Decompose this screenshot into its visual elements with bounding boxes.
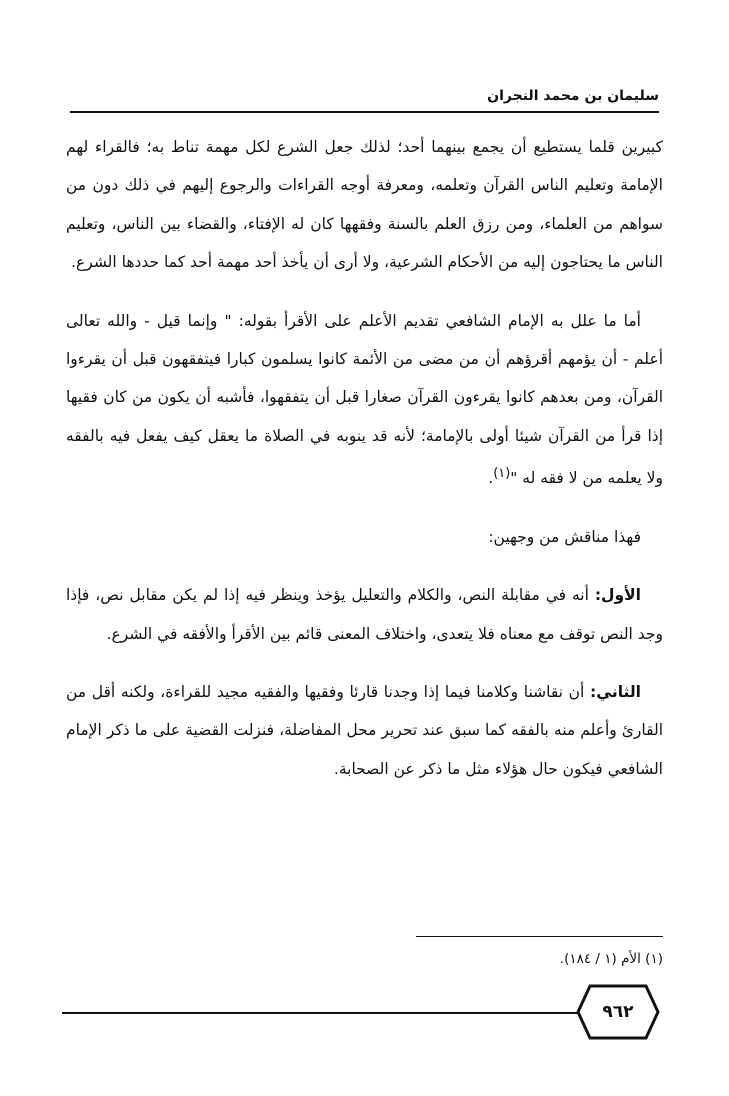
- paragraph-1: [66, 128, 663, 282]
- paragraph-1-text: كبيرين قلما يستطيع أن يجمع بينهما أحد؛ لذلك جعل الشرع لكل مهمة تناط به؛ فالقراء لهم الإمامة وتعليم الناس القرآن وتعلمه، ومعرفة أوجه القراءات والرجوع إليهم في ذلك دون من سواهم من العلماء، ومن رزق العلم بالسنة وفقهها كان له الإفتاء، والقضاء بين الناس، وتعليم الناس ما يحتاجون إليه من الأحكام الشرعية، ولا أرى أن يأخذ أحد مهمة أحد كما حددها الشرع.: [66, 138, 663, 272]
- footnote: (١) الأم (١ / ١٨٤).: [559, 951, 663, 967]
- paragraph-3: [66, 518, 663, 556]
- paragraph-3-text: فهذا مناقش من وجهين:: [488, 527, 641, 546]
- paragraph-4: [66, 576, 663, 653]
- page-number: ٩٦٢: [602, 1002, 634, 1022]
- footer-rule: [62, 1012, 590, 1014]
- main-text: [66, 128, 663, 788]
- paragraph-5: [66, 673, 663, 788]
- paragraph-5-text: أن نقاشنا وكلامنا فيما إذا وجدنا قارئا وفقيها والفقيه مجيد للقراءة، ولكنه أقل من القارئ وأعلم منه بالفقه كما سبق عند تحرير محل المفاضلة، فنزلت القضية على ما ذكر الإمام الشافعي فيكون حال هؤلاء مثل ما ذكر عن الصحابة.: [66, 683, 663, 778]
- paragraph-2: [66, 302, 663, 498]
- point-two-label: الثاني:: [590, 683, 641, 702]
- running-header: [70, 84, 659, 112]
- footnote-rule: [416, 936, 663, 937]
- paragraph-2-text: أما ما علل به الإمام الشافعي تقديم الأعلم على الأقرأ بقوله: " وإنما قيل - والله تعالى أعلم - أن يؤمهم أقرؤهم أن من مضى من الأئمة كانوا يسلمون كبارا فيتفقهون قبل أن يقرءوا القرآن، ومن بعدهم كانوا يقرءون القرآن صغارا قبل أن يتفقهوا، فأشبه أن يكون من كان فقيها إذا قرأ من القرآن شيئا أولى بالإمامة؛ لأنه قد ينوبه في الصلاة ما يعقل كيف يفعل فيه بالفقه ولا يعلمه من لا فقه له ": [66, 311, 663, 488]
- paragraph-2-end: .: [488, 469, 494, 488]
- author-name: سليمان بن محمد النجران: [487, 88, 659, 104]
- paragraph-4-text: أنه في مقابلة النص، والكلام والتعليل يؤخذ وينظر فيه إذا لم يكن مقابل نص، فإذا وجد النص توقف مع معناه فلا يتعدى، واختلاف المعنى قائم بين الأقرأ والأفقه في الشرع.: [66, 586, 663, 643]
- header-rule: [70, 111, 659, 113]
- footnote-ref: (١): [493, 466, 511, 482]
- point-one-label: الأول:: [594, 586, 641, 605]
